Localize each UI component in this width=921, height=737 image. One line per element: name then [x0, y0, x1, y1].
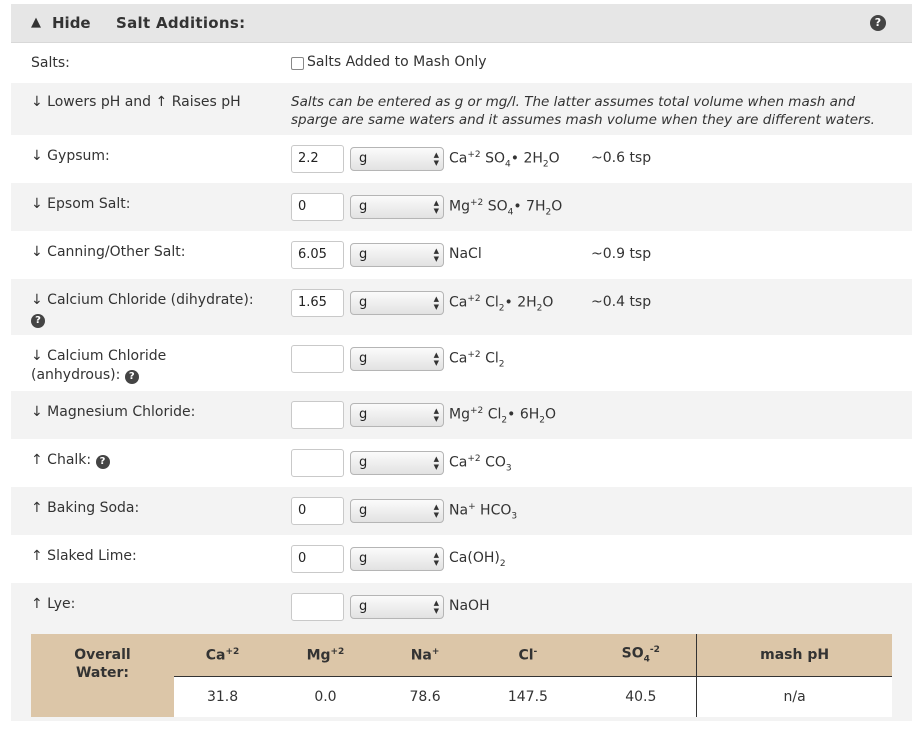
note-row — [11, 83, 912, 135]
section-title: Salt Additions: — [116, 14, 246, 32]
salt-label: ↑ Slaked Lime: — [31, 548, 137, 564]
mash-only-label[interactable]: Salts Added to Mash Only — [307, 54, 487, 70]
ph-direction-label: ↓ Lowers pH and ↑ Raises pH — [31, 94, 241, 110]
help-icon[interactable]: ? — [31, 314, 45, 328]
section-header[interactable] — [11, 4, 912, 43]
overall-water-label: Overall Water: — [31, 634, 174, 717]
unit-select[interactable]: g ▲ ▼ — [350, 195, 444, 219]
header-cl: Cl- — [470, 634, 585, 677]
salt-label: ↑ Chalk: ? — [31, 451, 110, 470]
chemical-formula: $Mg^{+2}$ $SO_4•$ $7H_2O$ — [449, 198, 563, 218]
chemical-formula: $Ca^{+2}$ $Cl_2$ — [449, 350, 505, 370]
value-ca: 31.8 — [174, 677, 271, 718]
header-mg: $Mg^{+2}$ — [271, 634, 380, 677]
chemical-formula: $Ca^{+2}$ $Cl_2•$ $2H_2O$ — [449, 294, 554, 314]
value-cl: 147.5 — [470, 677, 585, 718]
unit-select[interactable]: g ▲ ▼ — [350, 291, 444, 315]
salt-row — [11, 135, 912, 183]
salt-row — [11, 487, 912, 535]
overall-water-table — [31, 634, 892, 717]
salt-additions-panel — [11, 4, 912, 721]
chemical-formula: Na+ $HCO_3$ — [449, 502, 518, 522]
salts-label: Salts: — [31, 55, 70, 71]
unit-select[interactable]: g ▲ ▼ — [350, 451, 444, 475]
select-arrows-icon: ▲ ▼ — [433, 455, 439, 471]
header-mash-ph: mash pH — [697, 634, 892, 677]
unit-select[interactable]: g ▲ ▼ — [350, 403, 444, 427]
help-icon[interactable]: ? — [96, 455, 110, 469]
hide-toggle[interactable]: Hide — [52, 14, 91, 32]
salt-label: ↓ Calcium Chloride (anhydrous): ? — [31, 348, 167, 383]
triangle-up-icon[interactable]: ▲ — [31, 15, 41, 30]
unit-select[interactable]: g ▲ ▼ — [350, 243, 444, 267]
select-arrows-icon: ▲ ▼ — [433, 247, 439, 263]
salts-row — [11, 43, 912, 83]
amount-input[interactable]: 0 — [291, 193, 344, 221]
salt-label: ↓ Canning/Other Salt: — [31, 244, 186, 260]
salt-label: ↑ Lye: — [31, 596, 76, 612]
value-so4: 40.5 — [585, 677, 696, 718]
teaspoon-estimate: ~0.6 tsp — [591, 150, 652, 166]
select-arrows-icon: ▲ ▼ — [433, 351, 439, 367]
salt-row — [11, 335, 912, 391]
amount-input[interactable]: 0 — [291, 545, 344, 573]
chemical-formula: $Mg^{+2}$ $Cl_2•$ $6H_2O$ — [449, 406, 557, 426]
select-arrows-icon: ▲ ▼ — [433, 551, 439, 567]
unit-select[interactable]: g ▲ ▼ — [350, 347, 444, 371]
header-na: Na+ — [380, 634, 471, 677]
value-mg: 0.0 — [271, 677, 380, 718]
teaspoon-estimate: ~0.4 tsp — [591, 294, 652, 310]
chemical-formula: NaCl — [449, 246, 482, 262]
salt-row — [11, 231, 912, 279]
salt-label: ↑ Baking Soda: — [31, 500, 140, 516]
select-arrows-icon: ▲ ▼ — [433, 151, 439, 167]
amount-input[interactable]: 2.2 — [291, 145, 344, 173]
salt-row — [11, 183, 912, 231]
unit-select[interactable]: g ▲ ▼ — [350, 499, 444, 523]
help-icon[interactable]: ? — [125, 370, 139, 384]
select-arrows-icon: ▲ ▼ — [433, 599, 439, 615]
value-mash-ph: n/a — [697, 677, 892, 718]
select-arrows-icon: ▲ ▼ — [433, 407, 439, 423]
chemical-formula: $Ca(OH)_2$ — [449, 550, 506, 569]
amount-input[interactable]: 6.05 — [291, 241, 344, 269]
select-arrows-icon: ▲ ▼ — [433, 199, 439, 215]
salt-row — [11, 391, 912, 439]
unit-select[interactable]: g ▲ ▼ — [350, 595, 444, 619]
units-note: Salts can be entered as g or mg/l. The latter assumes total volume when mash and sparge are same waters and it assumes mash volume when they are different waters. — [291, 94, 875, 128]
amount-input[interactable] — [291, 345, 344, 373]
select-arrows-icon: ▲ ▼ — [433, 295, 439, 311]
unit-select[interactable]: g ▲ ▼ — [350, 147, 444, 171]
chemical-formula: NaOH — [449, 598, 490, 614]
teaspoon-estimate: ~0.9 tsp — [591, 246, 652, 262]
value-na: 78.6 — [380, 677, 471, 718]
header-so4: $SO_4^{-2}$ — [585, 634, 696, 677]
header-ca: $Ca^{+2}$ — [174, 634, 271, 677]
amount-input[interactable]: 1.65 — [291, 289, 344, 317]
salt-row — [11, 583, 912, 631]
amount-input[interactable] — [291, 401, 344, 429]
salt-row — [11, 439, 912, 487]
chemical-formula: $Ca^{+2}$ $CO_3$ — [449, 454, 512, 474]
amount-input[interactable] — [291, 449, 344, 477]
amount-input[interactable]: 0 — [291, 497, 344, 525]
unit-select[interactable]: g ▲ ▼ — [350, 547, 444, 571]
select-arrows-icon: ▲ ▼ — [433, 503, 439, 519]
salt-label: ↓ Gypsum: — [31, 148, 110, 164]
salt-row — [11, 535, 912, 583]
salt-row — [11, 279, 912, 335]
help-icon[interactable]: ? — [870, 15, 886, 31]
salt-label: ↓ Calcium Chloride (dihydrate): ? — [31, 292, 254, 326]
salt-label: ↓ Epsom Salt: — [31, 196, 131, 212]
amount-input[interactable] — [291, 593, 344, 621]
salt-label: ↓ Magnesium Chloride: — [31, 404, 196, 420]
mash-only-checkbox[interactable] — [291, 57, 304, 70]
chemical-formula: $Ca^{+2}$ $SO_4•$ $2H_2O$ — [449, 150, 560, 170]
